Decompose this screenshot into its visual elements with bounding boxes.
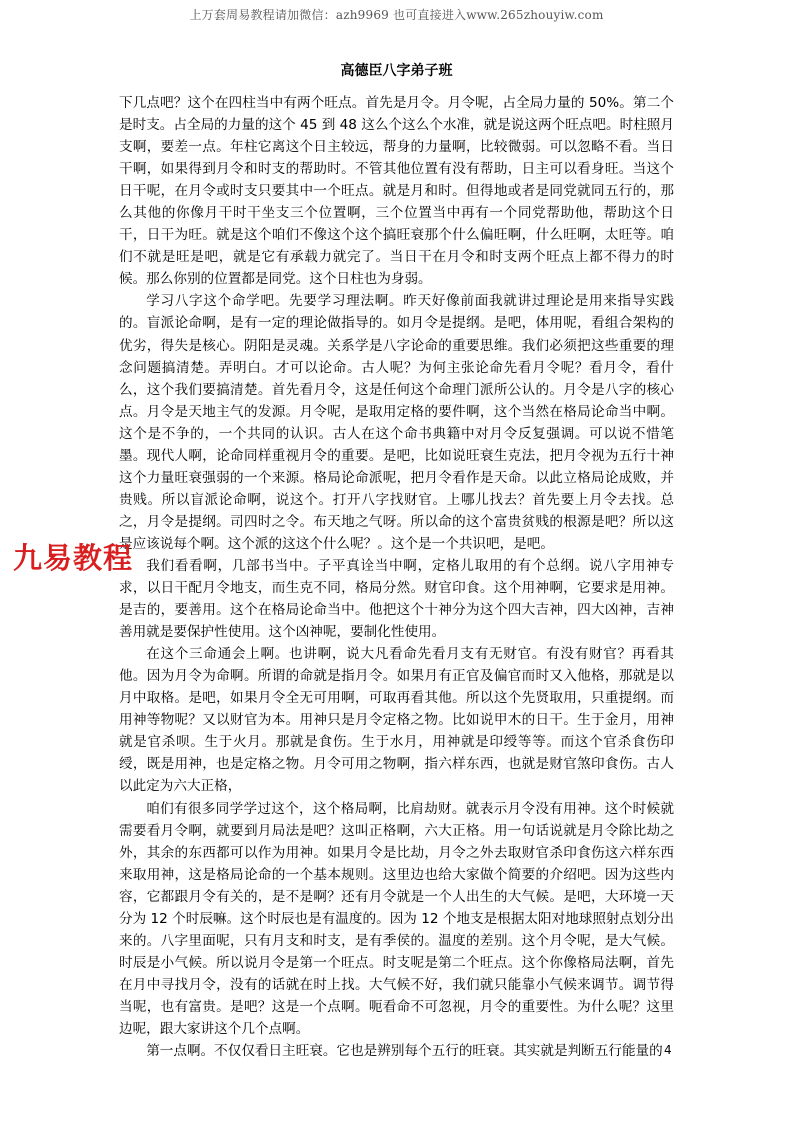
document-title: 高德臣八字弟子班 bbox=[340, 63, 453, 79]
paragraph-4: 在这个三命通会上啊。也讲啊，说大凡看命先看月支有无财官。有没有财官？再看其他。因为月令为命啊。所谓的命就是指月令。如果月有正官及偏官而时又入他格，那就是以月中取格。是吧，如果月令全无可用啊，可取再看其他。所以这个先贤取用，只重提纲。而用神等物呢？又以财官为本。用神只是月令定格之物。比如说甲木的日干。生于金月，用神就是官杀呗。生于火月。那就是食伤。生于水月，用神就是印绶等等。而这个官杀食伤印绶，既是用神，也是定格之物。月令可用之物啊，指六样东西，也就是财官煞印食伤。古人以此定为六大正格， bbox=[119, 646, 674, 795]
paragraph-2: 学习八字这个命学吧。先要学习理法啊。昨天好像前面我就讲过理论是用来指导实践的。盲派论命啊，是有一定的理论做指导的。如月令是提纲。是吧，体用呢，看组合架构的优劣，得失是核心。阴阳是灵魂。关系学是八字论命的重要思维。我们必须把这些重要的理念问题搞清楚。弄明白。才可以论命。古人呢？为何主张论命先看月令呢？看月令，看什么，这个我们要搞清楚。首先看月令，这是任何这个命理门派所公认的。月令是八字的核心点。月令是天地主气的发源。月令呢，是取用定格的要件啊，这个当然在格局论命当中啊。这个是不争的，一个共同的认识。古人在这个命书典籍中对月令反复强调。可以说不惜笔墨。现代人啊，论命同样重视月令的重要。是吧，比如说旺衰生克法，把月令视为五行十神这个力量旺衰强弱的一个来源。格局论命派呢，把月令看作是天命。以此立格局论成败，并贵贱。所以盲派论命啊，说这个。打开八字找财官。上哪儿找去？首先要上月令去找。总之，月令是提纲。司四时之令。布天地之气呀。所以命的这个富贵贫贱的根源是吧？所以这是应该说每个啊。这个派的这这个什么呢？。这个是一个共识吧，是吧。 bbox=[119, 293, 674, 552]
paragraph-1: 下几点吧？这个在四柱当中有两个旺点。首先是月令。月令呢，占全局力量的 50%。第二个是时支。占全局的力量的这个 45 到 48 这么个这么个水准，就是说这两个旺点吧。时柱照月支啊，要差一点。年柱它离这个日主较远，帮身的力量啊，比较微弱。可以忽略不看。当日干啊，如果得到月令和时支的帮助时。不管其他位置有没有帮助，日主可以看身旺。当这个日干呢，在月令或时支只要其中一个旺点。就是月和时。但得地或者是同党就同五行的，那么其他的你像月干时干坐支三个位置啊，三个位置当中再有一个同党帮助他，帮助这个日干，日干为旺。就是这个咱们不像这个这个搞旺衰那个什么偏旺啊，什么旺啊，太旺等。咱们不就是旺是吧，就是它有承载力就完了。当日干在月令和时支两个旺点上都不得力的时候。那么你别的位置都是同党。这个日柱也为身弱。 bbox=[119, 95, 674, 288]
page-number: 4 bbox=[664, 1043, 672, 1057]
watermark-logo: 九易教程 bbox=[13, 541, 134, 575]
paragraph-6: 第一点啊。不仅仅看日主旺衰。它也是辨别每个五行的旺衰。其实就是判断五行能量的 bbox=[146, 1043, 663, 1060]
paragraph-5: 咱们有很多同学学过这个，这个格局啊，比肩劫财。就表示月令没有用神。这个时候就需要看月令啊，就要到月局法是吧？这叫正格啊，六大正格。用一句话说就是月令除比劫之外，其余的东西都可以作为用神。如果月令是比劫，月令之外去取财官杀印食伤这六样东西来取用神，这是格局论命的一个基本规则。这里边也给大家做个简要的介绍吧。因为这些内容，它都跟月令有关的，是不是啊？还有月令就是一个人出生的大气候。是吧，大环境一天分为 12 个时辰嘛。这个时辰也是有温度的。因为 12 个地支是根据太阳对地球照射点划分出来的。八字里面呢，只有月支和时支，是有季侯的。温度的差别。这个月令呢，是大气候。时辰是小气候。所以说月令是第一个旺点。时支呢是第二个旺点。这个你像格局法啊，首先在月中寻找月令，没有的话就在时上找。大气候不好，我们就只能靠小气候来调节。调节得当呢，也有富贵。是吧？这是一个点啊。呃看命不可忽视，月令的重要性。为什么呢？这里边呢，跟大家讲这个几个点啊。 bbox=[119, 800, 674, 1037]
paragraph-3: 我们看看啊，几部书当中。子平真诠当中啊，定格儿取用的有个总纲。说八字用神专求，以日干配月令地支，而生克不同，格局分然。财官印食。这个用神啊，它要求是用神。是吉的，要善用。这个在格局论命当中。他把这个十神分为这个四大吉神，四大凶神，吉神善用就是要保护性使用。这个凶神呢，要制化性使用。 bbox=[119, 557, 674, 641]
document-body bbox=[119, 92, 674, 1062]
header-note: 上万套周易教程请加微信：azh9969 也可直接进入www.265zhouyiw.com bbox=[189, 8, 604, 22]
